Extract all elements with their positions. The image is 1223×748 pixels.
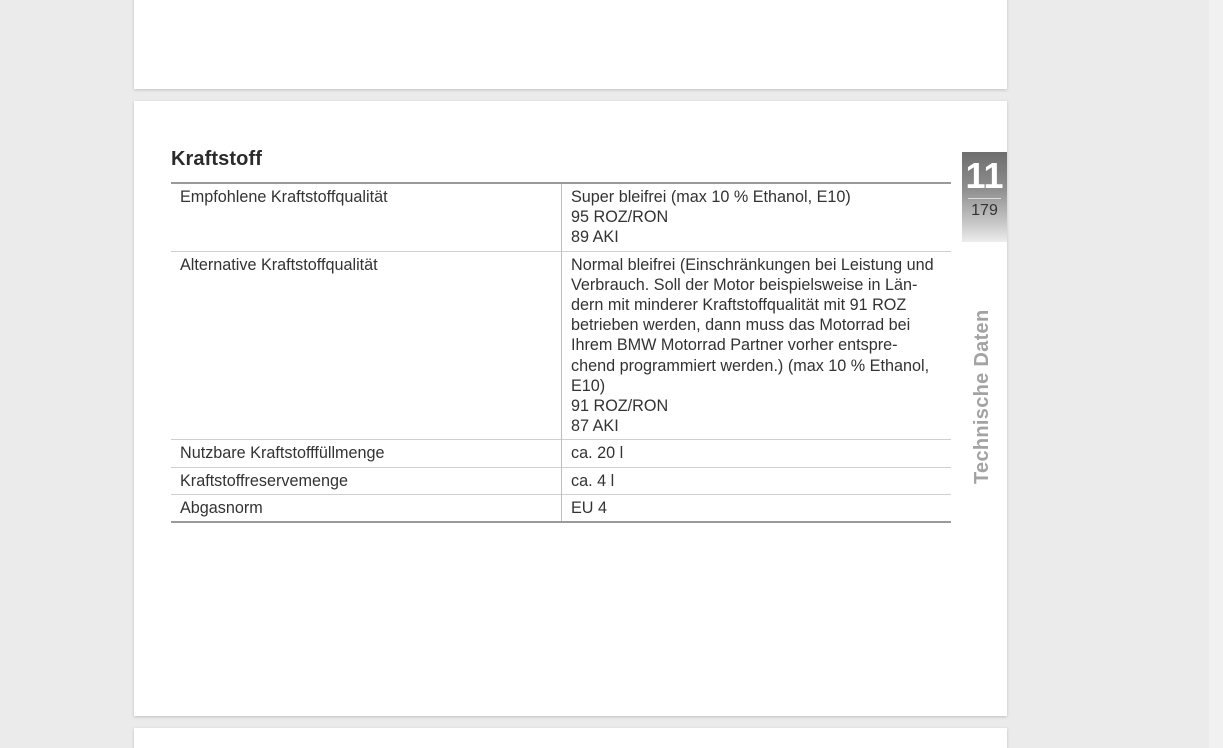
row-label: Abgasnorm	[180, 498, 263, 517]
row-value	[562, 251, 952, 440]
value-line: chend programmiert werden.) (max 10 % Ethanol,	[571, 356, 930, 375]
value-line: ca. 4 l	[571, 471, 615, 490]
current-page	[134, 101, 1007, 716]
chapter-tab	[962, 152, 1007, 242]
row-label: Empfohlene Kraftstoffqualität	[180, 188, 388, 206]
table-row	[171, 183, 951, 251]
row-value	[562, 183, 952, 251]
value-line: EU 4	[571, 498, 607, 517]
row-label: Nutzbare Kraftstofffüllmenge	[180, 444, 385, 463]
value-line: 91 ROZ/RON	[571, 397, 669, 416]
value-line: E10)	[571, 376, 606, 395]
row-value	[562, 494, 952, 522]
row-value	[562, 467, 952, 494]
previous-page	[134, 0, 1007, 89]
table-row	[171, 440, 951, 467]
value-line: Super bleifrei (max 10 % Ethanol, E10)	[571, 188, 851, 206]
chapter-number: 11	[965, 155, 1004, 196]
tab-divider	[968, 198, 1001, 199]
next-page	[134, 728, 1007, 748]
value-line: ca. 20 l	[571, 444, 624, 463]
value-line: Ihrem BMW Motorrad Partner vorher entspre-	[571, 336, 898, 355]
row-label: Alternative Kraftstoffqualität	[180, 255, 378, 274]
row-label: Kraftstoffreservemenge	[180, 471, 348, 490]
value-line: 87 AKI	[571, 417, 619, 436]
fuel-spec-table	[171, 182, 951, 523]
page-number: 179	[971, 202, 998, 219]
section-title: Kraftstoff	[171, 148, 262, 170]
value-line: Verbrauch. Soll der Motor beispielsweise in Län-	[571, 275, 918, 294]
value-line: betrieben werden, dann muss das Motorrad bei	[571, 316, 911, 335]
value-line: Normal bleifrei (Einschränkungen bei Leistung und	[571, 255, 934, 274]
value-line: 89 AKI	[571, 228, 619, 247]
table-row	[171, 494, 951, 522]
table-row	[171, 251, 951, 440]
chapter-label-text: Technische Daten	[971, 309, 993, 484]
value-line: 95 ROZ/RON	[571, 208, 669, 227]
row-value	[562, 440, 952, 467]
scrollbar[interactable]	[1209, 0, 1223, 748]
table-row	[171, 467, 951, 494]
value-line: dern mit minderer Kraftstoffqualität mit 91 ROZ	[571, 296, 907, 315]
